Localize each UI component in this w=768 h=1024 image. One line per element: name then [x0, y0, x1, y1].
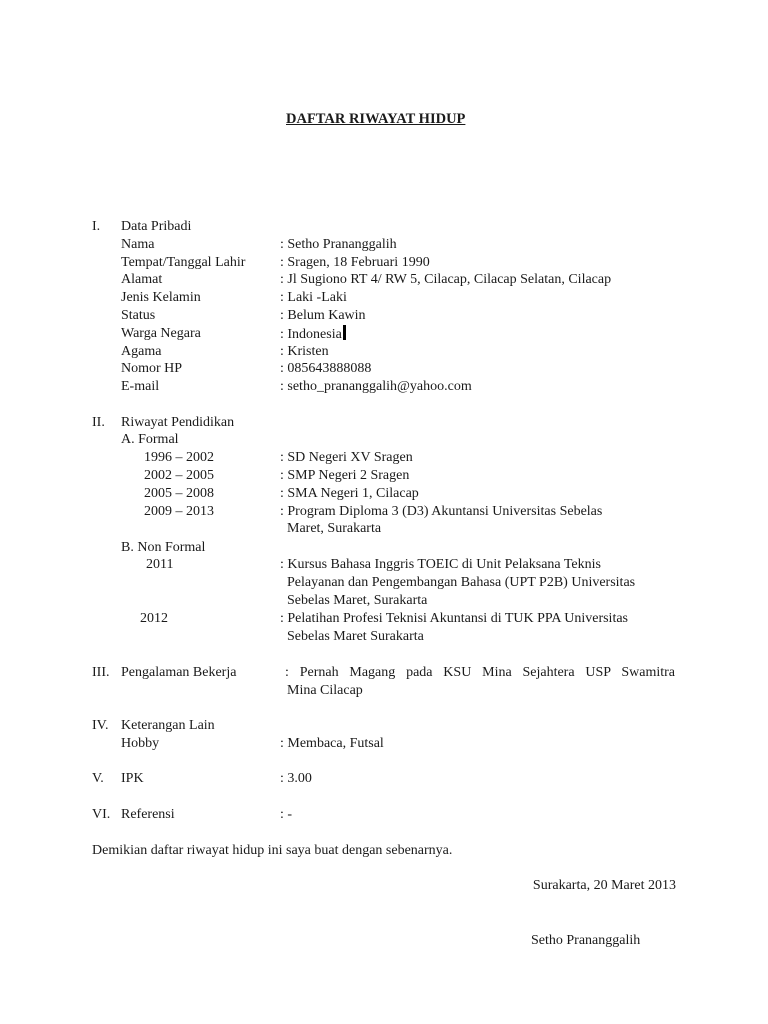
label-gender: Jenis Kelamin [121, 290, 201, 305]
nonformal-line-2b: Sebelas Maret Surakarta [287, 629, 424, 644]
label-alamat: Alamat [121, 272, 163, 287]
nonformal-year-2: 2012 [140, 611, 168, 626]
work-line-2: Mina Cilacap [287, 683, 363, 698]
label-hobby: Hobby [121, 736, 160, 751]
subheading-formal: A. Formal [121, 432, 179, 447]
text-cursor [343, 325, 346, 340]
label-email: E-mail [121, 379, 160, 394]
section-number-6: VI. [92, 807, 111, 822]
section-number-1: I. [92, 219, 101, 234]
formal-year-1: 1996 – 2002 [144, 450, 214, 465]
place-date: Surakarta, 20 Maret 2013 [532, 878, 676, 893]
closing-statement: Demikian daftar riwayat hidup ini saya buat dengan sebenarnya. [92, 843, 453, 858]
value-birth: : Sragen, 18 Februari 1990 [280, 255, 430, 270]
value-religion: : Kristen [280, 344, 329, 359]
label-religion: Agama [121, 344, 162, 359]
section-number-3: III. [92, 665, 110, 680]
value-gender: : Laki -Laki [280, 290, 347, 305]
section-heading-work: Pengalaman Bekerja [121, 665, 237, 680]
value-alamat: : Jl Sugiono RT 4/ RW 5, Cilacap, Cilacap Selatan, Cilacap [280, 272, 612, 287]
nonformal-line-1c: Sebelas Maret, Surakarta [287, 593, 428, 608]
label-status: Status [121, 308, 156, 323]
subheading-nonformal: B. Non Formal [121, 540, 206, 555]
value-hobby: : Membaca, Futsal [280, 736, 384, 751]
section-number-2: II. [92, 415, 105, 430]
section-heading-other: Keterangan Lain [121, 718, 215, 733]
value-status: : Belum Kawin [280, 308, 366, 323]
value-reference: : - [280, 807, 293, 822]
nonformal-year-1: 2011 [146, 557, 174, 572]
label-phone: Nomor HP [121, 361, 183, 376]
value-nationality: : Indonesia [280, 327, 342, 342]
formal-value-3: : SMA Negeri 1, Cilacap [280, 486, 419, 501]
section-number-5: V. [92, 771, 104, 786]
section-heading-gpa: IPK [121, 771, 144, 786]
label-nama: Nama [121, 237, 155, 252]
formal-value-4-cont: Maret, Surakarta [287, 521, 382, 536]
section-number-4: IV. [92, 718, 109, 733]
document-title: DAFTAR RIWAYAT HIDUP [286, 111, 466, 127]
nonformal-line-1a: : Kursus Bahasa Inggris TOEIC di Unit Pelaksana Teknis [280, 557, 601, 572]
section-heading-personal: Data Pribadi [121, 219, 192, 234]
label-birth: Tempat/Tanggal Lahir [121, 255, 246, 270]
section-heading-education: Riwayat Pendidikan [121, 415, 235, 430]
value-gpa: : 3.00 [280, 771, 312, 786]
formal-year-2: 2002 – 2005 [144, 468, 214, 483]
formal-year-3: 2005 – 2008 [144, 486, 214, 501]
value-phone: : 085643888088 [280, 361, 372, 376]
section-heading-reference: Referensi [121, 807, 175, 822]
value-email: : setho_prananggalih@yahoo.com [280, 379, 472, 394]
work-line-1: : Pernah Magang pada KSU Mina Sejahtera USP Swamitra [285, 665, 675, 680]
formal-value-4: : Program Diploma 3 (D3) Akuntansi Universitas Sebelas [280, 504, 603, 519]
formal-value-1: : SD Negeri XV Sragen [280, 450, 413, 465]
nonformal-line-2a: : Pelatihan Profesi Teknisi Akuntansi di TUK PPA Universitas [280, 611, 628, 626]
signature-name: Setho Prananggalih [531, 933, 641, 948]
formal-value-2: : SMP Negeri 2 Sragen [280, 468, 410, 483]
formal-year-4: 2009 – 2013 [144, 504, 214, 519]
value-nationality-row [280, 325, 346, 344]
nonformal-line-1b: Pelayanan dan Pengembangan Bahasa (UPT P2B) Universitas [287, 575, 636, 590]
value-nama: : Setho Prananggalih [280, 237, 397, 252]
label-nationality: Warga Negara [121, 326, 201, 341]
